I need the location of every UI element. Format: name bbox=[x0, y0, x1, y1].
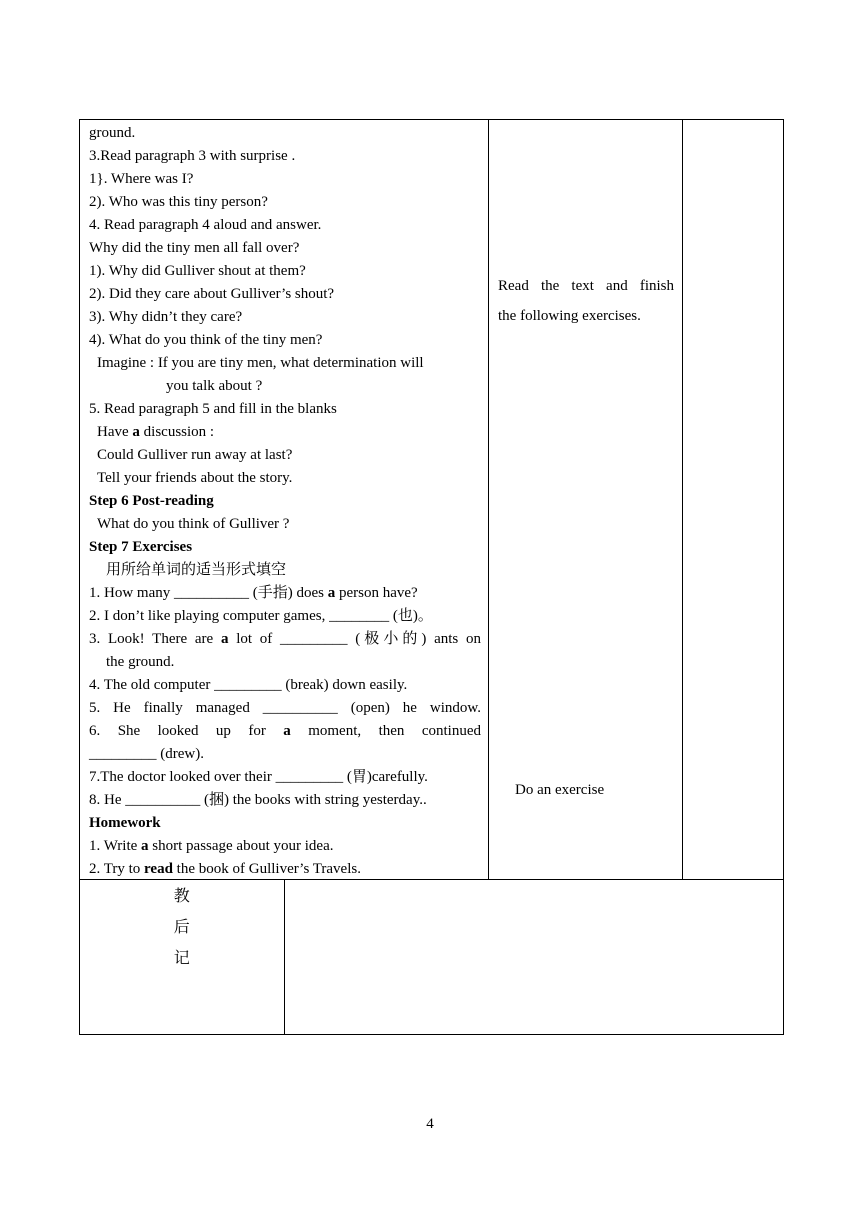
exercise-item: 7.The doctor looked over their _________ (胃)carefully. bbox=[89, 769, 428, 785]
text-run: 2. Try to bbox=[89, 861, 145, 877]
step-7-heading: Step 7 Exercises bbox=[89, 539, 193, 555]
procedure-row bbox=[80, 120, 784, 880]
lesson-plan-table bbox=[79, 119, 784, 1035]
reflection-label bbox=[80, 880, 284, 973]
section-heading bbox=[89, 536, 481, 559]
text-run: the book of Gulliver’s Travels. bbox=[172, 861, 361, 877]
text-line: Why did the tiny men all fall over? bbox=[89, 240, 300, 256]
text-line: 2). Who was this tiny person? bbox=[89, 194, 268, 210]
text-line: What do you think of Gulliver ? bbox=[97, 516, 290, 532]
text-run: moment, then continued bbox=[290, 723, 481, 739]
text-run: 1. Write bbox=[89, 838, 142, 854]
label-char: 记 bbox=[173, 948, 190, 967]
exercise-item: 4. The old computer _________ (break) down easily. bbox=[89, 677, 408, 693]
exercise-item: 5. He finally managed __________ (open) he window. bbox=[89, 700, 481, 716]
text-line: the following exercises. bbox=[498, 308, 641, 324]
page-number: 4 bbox=[426, 1116, 434, 1132]
text-line: you talk about ? bbox=[166, 378, 263, 394]
exercise-instruction: 用所给单词的适当形式填空 bbox=[106, 562, 287, 578]
bold-word: a bbox=[283, 723, 291, 739]
text-line: ground. bbox=[89, 125, 136, 141]
exercise-item-continued: the ground. bbox=[106, 654, 175, 670]
teaching-steps-cell bbox=[80, 120, 489, 880]
student-activities-cell bbox=[489, 120, 683, 880]
exercise-item bbox=[89, 582, 481, 605]
homework-item bbox=[89, 858, 481, 881]
text-line: 2). Did they care about Gulliver’s shout? bbox=[89, 286, 335, 302]
label-char: 后 bbox=[173, 917, 190, 936]
text-run: 3. Look! There are bbox=[89, 631, 221, 647]
section-heading bbox=[89, 490, 481, 513]
text-line: 3). Why didn’t they care? bbox=[89, 309, 243, 325]
text-run: Have bbox=[97, 424, 133, 440]
exercise-item-continued: _________ (drew). bbox=[89, 746, 204, 762]
text-line: Read the text and finish bbox=[498, 278, 674, 294]
text-run: 6. She looked up for bbox=[89, 723, 284, 739]
reflection-label-cell bbox=[80, 880, 285, 1035]
text-line: 4. Read paragraph 4 aloud and answer. bbox=[89, 217, 322, 233]
activity-exercise: Do an exercise bbox=[515, 782, 605, 798]
label-char: 教 bbox=[173, 886, 190, 905]
activity-read-text bbox=[498, 271, 674, 331]
bold-word: a bbox=[327, 585, 336, 601]
bold-word: a bbox=[141, 838, 149, 854]
bold-word: a bbox=[220, 631, 229, 647]
text-line: Imagine : If you are tiny men, what determination will bbox=[97, 355, 424, 371]
text-line: 4). What do you think of the tiny men? bbox=[89, 332, 323, 348]
teaching-steps bbox=[80, 120, 488, 879]
homework-heading: Homework bbox=[89, 815, 161, 831]
reflection-content-cell bbox=[284, 880, 784, 1035]
homework-item bbox=[89, 835, 481, 858]
bold-word: a bbox=[132, 424, 140, 440]
text-line: Tell your friends about the story. bbox=[97, 470, 293, 486]
text-run: discussion : bbox=[139, 424, 215, 440]
text-line: 1). Why did Gulliver shout at them? bbox=[89, 263, 306, 279]
reflection-row bbox=[80, 880, 784, 1035]
text-run: 1. How many __________ (手指) does bbox=[89, 585, 328, 601]
text-line: 1}. Where was I? bbox=[89, 171, 194, 187]
text-line: 3.Read paragraph 3 with surprise . bbox=[89, 148, 296, 164]
exercise-item: 2. I don’t like playing computer games, ________ (也)。 bbox=[89, 608, 433, 624]
section-heading bbox=[89, 812, 481, 835]
exercise-item bbox=[89, 628, 481, 651]
text-line bbox=[89, 421, 481, 444]
text-line: 5. Read paragraph 5 and fill in the blanks bbox=[89, 401, 337, 417]
text-line: Could Gulliver run away at last? bbox=[97, 447, 293, 463]
bold-word: read bbox=[144, 861, 173, 877]
step-6-heading: Step 6 Post-reading bbox=[89, 493, 214, 509]
text-run: short passage about your idea. bbox=[148, 838, 334, 854]
exercise-item bbox=[89, 720, 481, 743]
text-run: person have? bbox=[335, 585, 418, 601]
student-activities bbox=[489, 120, 682, 879]
notes-cell bbox=[683, 120, 784, 880]
exercise-item: 8. He __________ (捆) the books with string yesterday.. bbox=[89, 792, 427, 808]
text-run: lot of _________ (极小的) ants on bbox=[228, 631, 482, 647]
